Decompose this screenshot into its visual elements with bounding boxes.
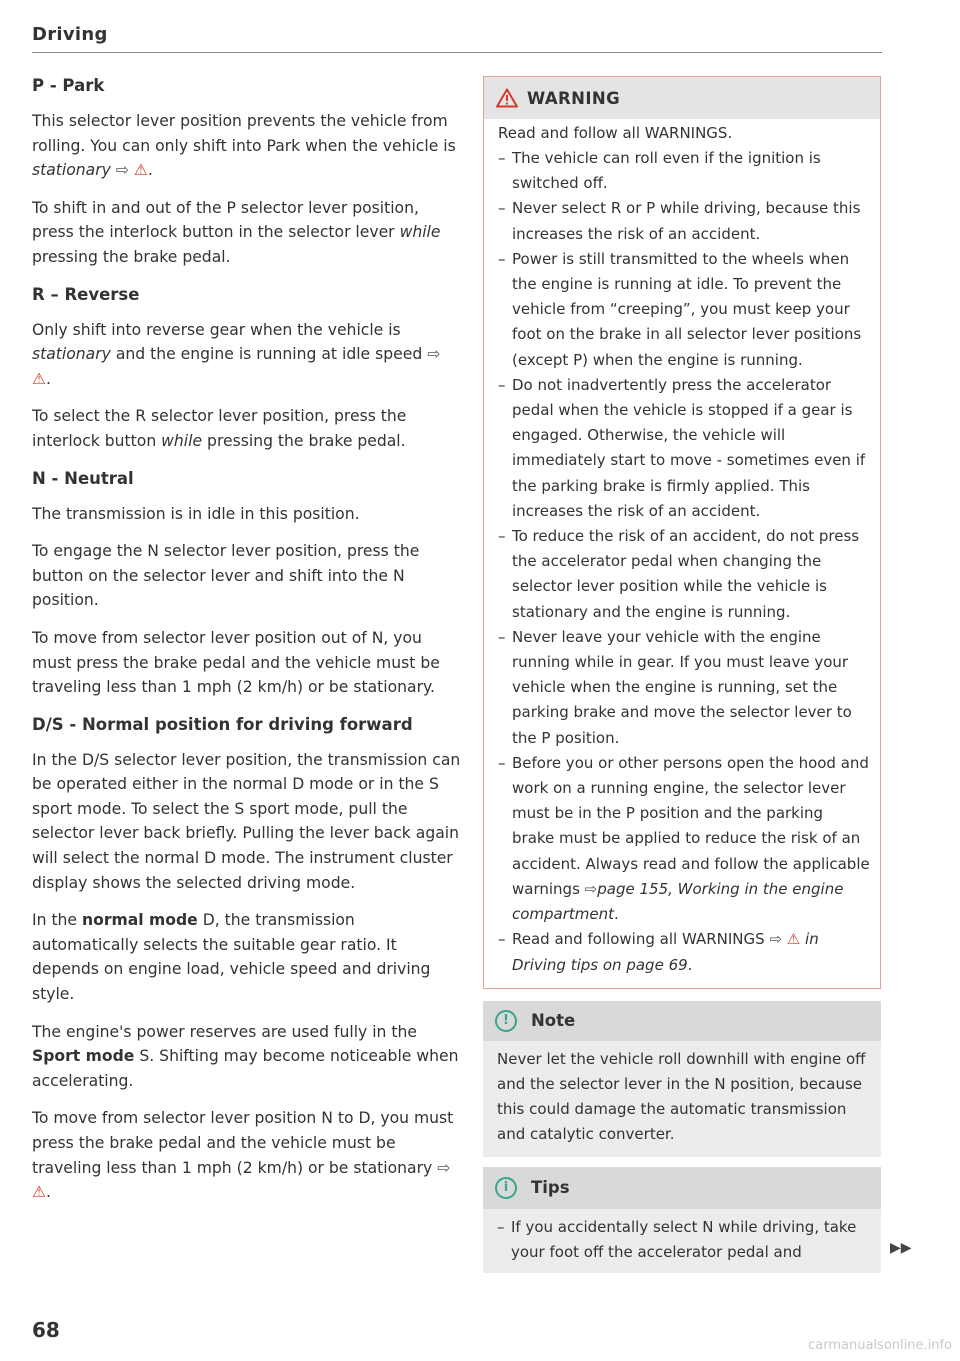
warning-box	[483, 76, 881, 989]
tips-info-icon: i	[495, 1177, 517, 1199]
header-divider	[32, 52, 882, 53]
section-header: Driving	[32, 24, 108, 45]
drive-sport-paragraph-3: The engine's power reserves are used fully in the Sport mode S. Shifting may become noticeable when accelerating.	[32, 1022, 459, 1090]
arrow-right-icon: ⇨	[769, 930, 783, 949]
neutral-heading: N - Neutral	[32, 468, 134, 488]
tips-header	[483, 1167, 881, 1209]
continue-arrow-icon: ▶▶	[890, 1240, 912, 1256]
watermark: carmanualsonline.info	[808, 1338, 952, 1353]
page-number: 68	[32, 1318, 60, 1342]
page-reference-link[interactable]: in Driving tips on page 69	[512, 930, 819, 974]
warning-title: WARNING	[527, 88, 621, 108]
right-column	[483, 76, 881, 1273]
neutral-paragraph-3: To move from selector lever position out of N, you must press the brake pedal and the vehicle must be traveling less than 1 mph (2 km/h) or be stationary.	[32, 628, 440, 697]
park-heading: P - Park	[32, 76, 105, 95]
page-reference-link[interactable]: page 155, Working in the engine compartment	[512, 879, 844, 924]
drive-sport-paragraph-1: In the D/S selector lever position, the transmission can be operated either in the normal D mode or in the S sport mode. To select the S sport mode, pull the selector lever back briefly. Pulling the lever back again will select the normal D mode. The instrument cluster display shows the selected driving mode.	[32, 750, 461, 892]
warning-item: – Power is still transmitted to the wheels when the engine is running at idle. To prevent the vehicle from “creeping”, you must keep your foot on the brake in all selector lever positions (except P) when the engine is running.	[498, 247, 870, 373]
tips-list	[483, 1209, 881, 1265]
park-paragraph-1: This selector lever position prevents the vehicle from rolling. You can only shift into Park when the vehicle is stationary ⇨ ⚠.	[32, 112, 456, 180]
neutral-paragraph-2: To engage the N selector lever position, press the button on the selector lever and shift into the N position.	[32, 542, 420, 610]
park-paragraph-2: To shift in and out of the P selector lever position, press the interlock button in the selector lever while pressing the brake pedal.	[32, 198, 441, 266]
warning-item: – Never leave your vehicle with the engine running while in gear. If you must leave your vehicle when the engine is running, set the parking brake and move the selector lever to the P position.	[498, 625, 870, 751]
arrow-right-icon: ⇨	[427, 345, 441, 364]
warning-triangle-icon: ⚠	[32, 369, 46, 388]
drive-sport-paragraph-4: To move from selector lever position N to D, you must press the brake pedal and the vehicle must be traveling less than 1 mph (2 km/h) or be stationary ⇨ ⚠.	[32, 1109, 454, 1202]
neutral-paragraph-1: The transmission is in idle in this position.	[32, 504, 360, 523]
warning-triangle-icon	[496, 88, 518, 108]
tips-box	[483, 1167, 881, 1273]
note-box	[483, 1001, 881, 1157]
note-header	[483, 1001, 881, 1041]
note-body: Never let the vehicle roll downhill with engine off and the selector lever in the N position, because this could damage the automatic transmission and catalytic converter.	[497, 1049, 866, 1143]
reverse-heading: R – Reverse	[32, 284, 140, 304]
warning-item: – Do not inadvertently press the accelerator pedal when the vehicle is stopped if a gear is engaged. Otherwise, the vehicle will immediately start to move - sometimes even if the parking brake is firmly applied. This increases the risk of an accident.	[498, 373, 870, 524]
tips-title: Tips	[531, 1178, 570, 1198]
warning-triangle-icon: ⚠	[786, 930, 801, 949]
arrow-right-icon: ⇨	[584, 879, 598, 898]
note-exclamation-icon: !	[495, 1010, 517, 1032]
warning-header	[484, 77, 880, 119]
drive-sport-heading: D/S - Normal position for driving forward	[32, 714, 413, 734]
arrow-right-icon: ⇨	[437, 1158, 451, 1177]
warning-item: – Before you or other persons open the hood and work on a running engine, the selector lever must be in the P position and the parking brake must be applied to reduce the risk of an accident. Always read and follow the applicable warnings ⇨page 155, Working in the engine compartment.	[498, 751, 870, 927]
warning-item: – Read and following all WARNINGS ⇨ ⚠ in Driving tips on page 69.	[498, 927, 870, 977]
warning-item: – The vehicle can roll even if the ignition is switched off.	[498, 146, 870, 196]
warning-triangle-icon: ⚠	[133, 161, 148, 180]
reverse-paragraph-1: Only shift into reverse gear when the vehicle is stationary and the engine is running at idle speed ⇨ ⚠.	[32, 320, 441, 388]
warning-intro: Read and follow all WARNINGS.	[498, 124, 733, 142]
warning-list	[484, 146, 880, 978]
note-title: Note	[531, 1011, 576, 1031]
reverse-paragraph-2: To select the R selector lever position, press the interlock button while pressing the brake pedal.	[32, 407, 407, 450]
arrow-right-icon: ⇨	[115, 161, 129, 180]
warning-item: – To reduce the risk of an accident, do not press the accelerator pedal when changing the selector lever position while the vehicle is stationary and the engine is running.	[498, 524, 870, 625]
tips-item: – If you accidentally select N while driving, take your foot off the accelerator pedal and	[497, 1215, 871, 1265]
warning-item: – Never select R or P while driving, because this increases the risk of an accident.	[498, 196, 870, 246]
drive-sport-paragraph-2: In the normal mode D, the transmission automatically selects the suitable gear ratio. It depends on engine load, vehicle speed and driving style.	[32, 911, 431, 1004]
warning-triangle-icon: ⚠	[32, 1183, 46, 1202]
left-column	[32, 74, 464, 1218]
